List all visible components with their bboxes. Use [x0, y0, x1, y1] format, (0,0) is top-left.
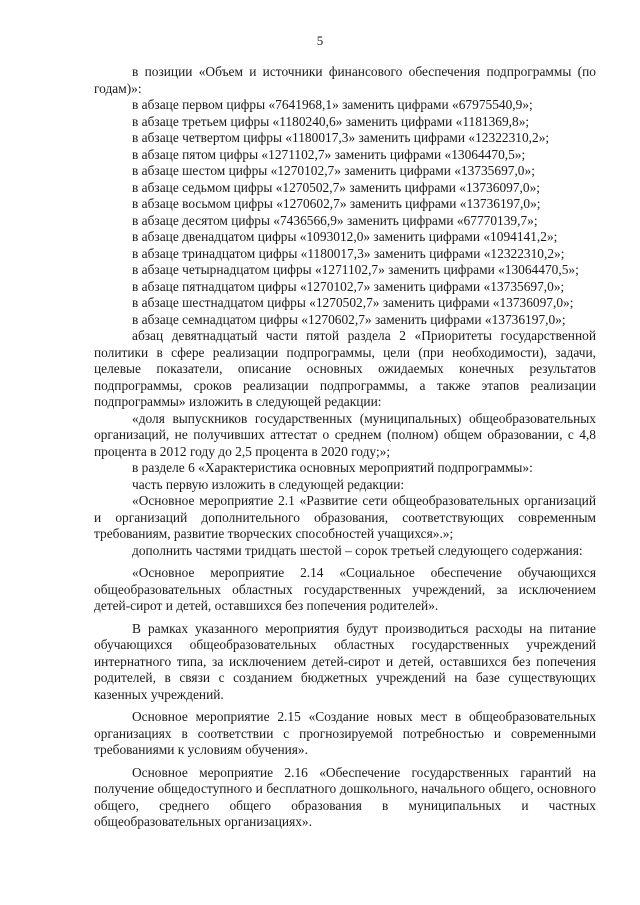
paragraph: Основное мероприятие 2.16 «Обеспечение государственных гарантий на получение общедоступного и бесплатного дошкольного, начального общего, основного общего, среднего общего образования в муниципальных и частных общеобразовательных организациях».	[94, 764, 596, 829]
page-number: 5	[316, 33, 324, 48]
paragraph: абзац девятнадцатый части пятой раздела 2 «Приоритеты государственной политики в сфере реализации подпрограммы, цели (при необходимости), задачи, целевые показатели, описание основных ожидаемых конечных результатов подпрограммы, сроков реализации подпрограммы, а также этапов реализации подпрограммы» изложить в следующей редакции:	[94, 328, 596, 409]
paragraph: в абзаце восьмом цифры «1270602,7» заменить цифрами «13736197,0»;	[132, 196, 541, 211]
paragraph: в разделе 6 «Характеристика основных мероприятий подпрограммы»:	[132, 460, 533, 475]
paragraph: В рамках указанного мероприятия будут производиться расходы на питание обучающихся общеобразовательных областных государственных учреждений интернатного типа, за исключением детей-сирот и детей, оставшихся без попечения родителей, в связи с созданием бюджетных учреждений на базе существующих казенных учреждений.	[94, 620, 596, 702]
paragraph: Основное мероприятие 2.15 «Создание новых мест в общеобразовательных организациях в соответствии с прогнозируемой потребностью и современными требованиями к условиям обучения».	[94, 709, 596, 757]
paragraph: в абзаце пятом цифры «1271102,7» заменить цифрами «13064470,5»;	[132, 146, 526, 162]
paragraph: дополнить частями тридцать шестой – сорок третьей следующего содержания:	[132, 542, 583, 558]
paragraph: в абзаце третьем цифры «1180240,6» заменить цифрами «1181369,8»;	[132, 113, 530, 129]
paragraph: в абзаце шестнадцатом цифры «1270502,7» заменить цифрами «13736097,0»;	[132, 295, 574, 310]
paragraph: в абзаце четвертом цифры «1180017,3» заменить цифрами «12322310,2»;	[132, 130, 550, 145]
paragraph: в абзаце шестом цифры «1270102,7» заменить цифрами «13735697,0»;	[132, 163, 535, 178]
paragraph: в позиции «Объем и источники финансового обеспечения подпрограммы (по годам)»:	[94, 64, 596, 96]
paragraph: в абзаце десятом цифры «7436566,9» заменить цифрами «67770139,7»;	[132, 212, 538, 228]
paragraph: часть первую изложить в следующей редакции:	[132, 476, 405, 492]
paragraph: в абзаце седьмом цифры «1270502,7» заменить цифрами «13736097,0»;	[132, 179, 540, 195]
paragraph: «Основное мероприятие 2.1 «Развитие сети общеобразовательных организаций и организаций дополнительного образования, соответствующих современным требованиям, развитие творческих способностей учащихся».»;	[94, 493, 596, 541]
paragraph: в абзаце семнадцатом цифры «1270602,7» заменить цифрами «13736197,0»;	[132, 311, 566, 327]
paragraph: в абзаце двенадцатом цифры «1093012,0» заменить цифрами «1094141,2»;	[132, 229, 558, 244]
paragraph: в абзаце четырнадцатом цифры «1271102,7» заменить цифрами «13064470,5»;	[132, 262, 579, 277]
paragraph: в абзаце тринадцатом цифры «1180017,3» заменить цифрами «12322310,2»;	[132, 245, 565, 261]
paragraph: «доля выпускников государственных (муниципальных) общеобразовательных организаций, не получивших аттестат о среднем (полном) общем образовании, с 4,8 процента в 2012 году до 2,5 процента в 2020 году;»;	[94, 410, 596, 459]
document-body	[94, 64, 596, 831]
paragraph: в абзаце пятнадцатом цифры «1270102,7» заменить цифрами «13735697,0»;	[132, 278, 565, 294]
paragraph: «Основное мероприятие 2.14 «Социальное обеспечение обучающихся общеобразовательных областных государственных учреждений, за исключением детей-сирот и детей, оставшихся без попечения родителей».	[94, 565, 596, 613]
paragraph: в абзаце первом цифры «7641968,1» заменить цифрами «67975540,9»;	[132, 97, 533, 112]
